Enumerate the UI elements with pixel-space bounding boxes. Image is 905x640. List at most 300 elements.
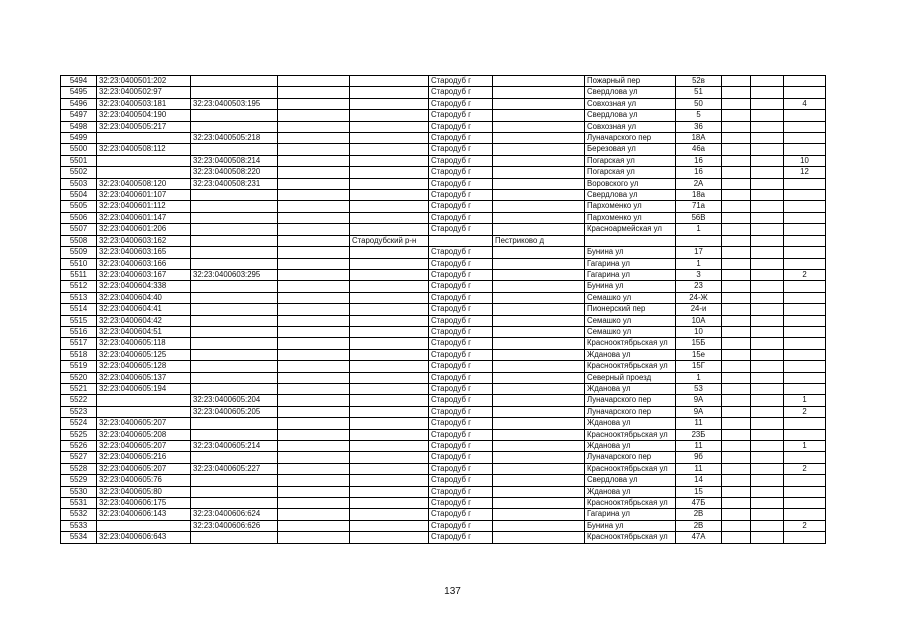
district-cell [350, 224, 429, 235]
apartment-cell [784, 110, 826, 121]
structure-cell [751, 383, 784, 394]
apartment-cell [784, 372, 826, 383]
street-cell: Погарская ул [585, 167, 676, 178]
cadastral-number-cell: 32:23:0400605:125 [97, 349, 191, 360]
parent-cadastral-number-cell: 32:23:0400505:218 [191, 133, 278, 144]
street-cell: Краснооктябрьская ул [585, 463, 676, 474]
empty-col-cell [278, 406, 350, 417]
structure-cell [751, 167, 784, 178]
parent-cadastral-number-cell [191, 349, 278, 360]
empty-col-cell [278, 372, 350, 383]
building-cell [722, 315, 751, 326]
structure-cell [751, 110, 784, 121]
district-cell [350, 463, 429, 474]
cadastral-number-cell [97, 520, 191, 531]
building-cell [722, 121, 751, 132]
cadastral-number-cell: 32:23:0400605:76 [97, 475, 191, 486]
street-cell: Пархоменко ул [585, 201, 676, 212]
apartment-cell [784, 452, 826, 463]
locality-cell [493, 463, 585, 474]
structure-cell [751, 178, 784, 189]
city-cell: Стародуб г [429, 167, 493, 178]
parent-cadastral-number-cell: 32:23:0400605:204 [191, 395, 278, 406]
building-cell [722, 201, 751, 212]
locality-cell [493, 326, 585, 337]
empty-col-cell [278, 87, 350, 98]
table-row [61, 269, 826, 280]
street-cell: Свердлова ул [585, 87, 676, 98]
district-cell [350, 247, 429, 258]
record-number-cell: 5498 [61, 121, 97, 132]
cadastral-number-cell: 32:23:0400601:112 [97, 201, 191, 212]
record-number-cell: 5514 [61, 304, 97, 315]
house-number-cell: 24-и [676, 304, 722, 315]
city-cell: Стародуб г [429, 498, 493, 509]
house-number-cell: 18а [676, 190, 722, 201]
cadastral-number-cell: 32:23:0400604:40 [97, 292, 191, 303]
empty-col-cell [278, 349, 350, 360]
house-number-cell: 51 [676, 87, 722, 98]
parent-cadastral-number-cell [191, 372, 278, 383]
structure-cell [751, 441, 784, 452]
parent-cadastral-number-cell [191, 258, 278, 269]
district-cell [350, 304, 429, 315]
cadastral-number-cell: 32:23:0400601:147 [97, 212, 191, 223]
district-cell [350, 441, 429, 452]
street-cell: Бунина ул [585, 281, 676, 292]
apartment-cell: 10 [784, 155, 826, 166]
apartment-cell [784, 349, 826, 360]
structure-cell [751, 349, 784, 360]
building-cell [722, 520, 751, 531]
cadastral-number-cell: 32:23:0400604:338 [97, 281, 191, 292]
house-number-cell: 2В [676, 520, 722, 531]
district-cell [350, 475, 429, 486]
record-number-cell: 5524 [61, 418, 97, 429]
empty-col-cell [278, 76, 350, 87]
locality-cell [493, 520, 585, 531]
building-cell [722, 247, 751, 258]
table-row [61, 498, 826, 509]
locality-cell [493, 292, 585, 303]
empty-col-cell [278, 190, 350, 201]
street-cell: Семашко ул [585, 292, 676, 303]
parent-cadastral-number-cell: 32:23:0400603:295 [191, 269, 278, 280]
structure-cell [751, 520, 784, 531]
apartment-cell: 2 [784, 520, 826, 531]
empty-col-cell [278, 98, 350, 109]
table-row [61, 372, 826, 383]
building-cell [722, 463, 751, 474]
table-row [61, 121, 826, 132]
empty-col-cell [278, 361, 350, 372]
parent-cadastral-number-cell [191, 212, 278, 223]
table-row [61, 463, 826, 474]
apartment-cell: 2 [784, 269, 826, 280]
table-row [61, 429, 826, 440]
building-cell [722, 110, 751, 121]
locality-cell [493, 178, 585, 189]
house-number-cell: 2В [676, 509, 722, 520]
structure-cell [751, 98, 784, 109]
locality-cell [493, 247, 585, 258]
building-cell [722, 190, 751, 201]
district-cell [350, 349, 429, 360]
table-row [61, 361, 826, 372]
city-cell: Стародуб г [429, 406, 493, 417]
apartment-cell [784, 212, 826, 223]
structure-cell [751, 463, 784, 474]
parent-cadastral-number-cell [191, 247, 278, 258]
empty-col-cell [278, 520, 350, 531]
table-row [61, 486, 826, 497]
district-cell [350, 133, 429, 144]
table-row [61, 326, 826, 337]
record-number-cell: 5529 [61, 475, 97, 486]
district-cell [350, 76, 429, 87]
street-cell: Совхозная ул [585, 121, 676, 132]
city-cell: Стародуб г [429, 372, 493, 383]
district-cell [350, 509, 429, 520]
building-cell [722, 178, 751, 189]
parent-cadastral-number-cell [191, 190, 278, 201]
house-number-cell: 1 [676, 372, 722, 383]
apartment-cell [784, 304, 826, 315]
structure-cell [751, 532, 784, 543]
record-number-cell: 5512 [61, 281, 97, 292]
empty-col-cell [278, 326, 350, 337]
district-cell [350, 292, 429, 303]
locality-cell [493, 167, 585, 178]
parent-cadastral-number-cell [191, 224, 278, 235]
building-cell [722, 224, 751, 235]
table-row [61, 304, 826, 315]
table-body [61, 76, 826, 544]
street-cell: Погарская ул [585, 155, 676, 166]
empty-col-cell [278, 304, 350, 315]
building-cell [722, 509, 751, 520]
locality-cell [493, 155, 585, 166]
locality-cell [493, 315, 585, 326]
cadastral-number-cell: 32:23:0400605:128 [97, 361, 191, 372]
district-cell [350, 361, 429, 372]
street-cell: Луначарского пер [585, 406, 676, 417]
empty-col-cell [278, 258, 350, 269]
record-number-cell: 5530 [61, 486, 97, 497]
empty-col-cell [278, 486, 350, 497]
parent-cadastral-number-cell [191, 87, 278, 98]
city-cell: Стародуб г [429, 98, 493, 109]
city-cell: Стародуб г [429, 281, 493, 292]
building-cell [722, 326, 751, 337]
apartment-cell [784, 486, 826, 497]
record-number-cell: 5508 [61, 235, 97, 246]
structure-cell [751, 372, 784, 383]
table-row [61, 520, 826, 531]
district-cell [350, 372, 429, 383]
record-number-cell: 5515 [61, 315, 97, 326]
table-row [61, 349, 826, 360]
apartment-cell [784, 498, 826, 509]
city-cell: Стародуб г [429, 418, 493, 429]
locality-cell [493, 190, 585, 201]
street-cell: Свердлова ул [585, 110, 676, 121]
street-cell: Жданова ул [585, 418, 676, 429]
record-number-cell: 5528 [61, 463, 97, 474]
record-number-cell: 5504 [61, 190, 97, 201]
table-row [61, 144, 826, 155]
parent-cadastral-number-cell [191, 292, 278, 303]
structure-cell [751, 418, 784, 429]
table-row [61, 281, 826, 292]
parent-cadastral-number-cell: 32:23:0400605:227 [191, 463, 278, 474]
house-number-cell: 71а [676, 201, 722, 212]
record-number-cell: 5527 [61, 452, 97, 463]
structure-cell [751, 212, 784, 223]
locality-cell [493, 486, 585, 497]
structure-cell [751, 486, 784, 497]
apartment-cell [784, 429, 826, 440]
register-table [60, 75, 826, 544]
record-number-cell: 5525 [61, 429, 97, 440]
table-row [61, 452, 826, 463]
house-number-cell: 23Б [676, 429, 722, 440]
structure-cell [751, 235, 784, 246]
city-cell: Стародуб г [429, 212, 493, 223]
cadastral-number-cell [97, 133, 191, 144]
city-cell [429, 235, 493, 246]
structure-cell [751, 155, 784, 166]
apartment-cell [784, 361, 826, 372]
house-number-cell: 1 [676, 224, 722, 235]
building-cell [722, 452, 751, 463]
parent-cadastral-number-cell [191, 304, 278, 315]
structure-cell [751, 190, 784, 201]
empty-col-cell [278, 224, 350, 235]
street-cell: Краснооктябрьская ул [585, 532, 676, 543]
building-cell [722, 167, 751, 178]
cadastral-number-cell: 32:23:0400606:175 [97, 498, 191, 509]
table-row [61, 258, 826, 269]
locality-cell [493, 475, 585, 486]
district-cell [350, 98, 429, 109]
empty-col-cell [278, 338, 350, 349]
parent-cadastral-number-cell: 32:23:0400503:195 [191, 98, 278, 109]
record-number-cell: 5519 [61, 361, 97, 372]
empty-col-cell [278, 532, 350, 543]
locality-cell [493, 452, 585, 463]
parent-cadastral-number-cell: 32:23:0400508:231 [191, 178, 278, 189]
cadastral-number-cell: 32:23:0400603:167 [97, 269, 191, 280]
house-number-cell: 56В [676, 212, 722, 223]
district-cell [350, 520, 429, 531]
empty-col-cell [278, 429, 350, 440]
cadastral-number-cell: 32:23:0400605:194 [97, 383, 191, 394]
street-cell: Гагарина ул [585, 269, 676, 280]
district-cell [350, 406, 429, 417]
district-cell [350, 326, 429, 337]
city-cell: Стародуб г [429, 76, 493, 87]
district-cell [350, 110, 429, 121]
table-row [61, 395, 826, 406]
structure-cell [751, 395, 784, 406]
locality-cell [493, 498, 585, 509]
street-cell: Бунина ул [585, 520, 676, 531]
locality-cell [493, 144, 585, 155]
parent-cadastral-number-cell: 32:23:0400606:626 [191, 520, 278, 531]
locality-cell [493, 361, 585, 372]
empty-col-cell [278, 110, 350, 121]
empty-col-cell [278, 281, 350, 292]
cadastral-number-cell: 32:23:0400603:166 [97, 258, 191, 269]
cadastral-number-cell: 32:23:0400505:217 [97, 121, 191, 132]
locality-cell [493, 429, 585, 440]
house-number-cell: 10 [676, 326, 722, 337]
building-cell [722, 498, 751, 509]
record-number-cell: 5500 [61, 144, 97, 155]
house-number-cell [676, 235, 722, 246]
street-cell: Свердлова ул [585, 475, 676, 486]
city-cell: Стародуб г [429, 429, 493, 440]
apartment-cell [784, 509, 826, 520]
district-cell [350, 383, 429, 394]
building-cell [722, 212, 751, 223]
building-cell [722, 144, 751, 155]
record-number-cell: 5522 [61, 395, 97, 406]
cadastral-number-cell: 32:23:0400605:137 [97, 372, 191, 383]
record-number-cell: 5494 [61, 76, 97, 87]
street-cell: Свердлова ул [585, 190, 676, 201]
building-cell [722, 361, 751, 372]
house-number-cell: 16 [676, 167, 722, 178]
building-cell [722, 155, 751, 166]
street-cell: Луначарского пер [585, 133, 676, 144]
apartment-cell [784, 418, 826, 429]
cadastral-number-cell: 32:23:0400604:51 [97, 326, 191, 337]
empty-col-cell [278, 201, 350, 212]
apartment-cell [784, 383, 826, 394]
apartment-cell [784, 326, 826, 337]
parent-cadastral-number-cell [191, 315, 278, 326]
table-row [61, 247, 826, 258]
record-number-cell: 5533 [61, 520, 97, 531]
locality-cell [493, 304, 585, 315]
district-cell [350, 190, 429, 201]
record-number-cell: 5532 [61, 509, 97, 520]
record-number-cell: 5531 [61, 498, 97, 509]
empty-col-cell [278, 509, 350, 520]
empty-col-cell [278, 463, 350, 474]
apartment-cell [784, 201, 826, 212]
parent-cadastral-number-cell [191, 110, 278, 121]
locality-cell [493, 212, 585, 223]
building-cell [722, 281, 751, 292]
apartment-cell [784, 87, 826, 98]
house-number-cell: 16 [676, 155, 722, 166]
empty-col-cell [278, 269, 350, 280]
parent-cadastral-number-cell [191, 144, 278, 155]
cadastral-number-cell: 32:23:0400601:206 [97, 224, 191, 235]
building-cell [722, 383, 751, 394]
table-row [61, 441, 826, 452]
locality-cell [493, 349, 585, 360]
locality-cell [493, 76, 585, 87]
locality-cell [493, 110, 585, 121]
building-cell [722, 441, 751, 452]
district-cell [350, 155, 429, 166]
locality-cell [493, 269, 585, 280]
record-number-cell: 5511 [61, 269, 97, 280]
parent-cadastral-number-cell [191, 76, 278, 87]
cadastral-number-cell: 32:23:0400502:97 [97, 87, 191, 98]
city-cell: Стародуб г [429, 304, 493, 315]
house-number-cell: 15Б [676, 338, 722, 349]
record-number-cell: 5509 [61, 247, 97, 258]
record-number-cell: 5513 [61, 292, 97, 303]
street-cell: Гагарина ул [585, 258, 676, 269]
cadastral-number-cell: 32:23:0400603:162 [97, 235, 191, 246]
locality-cell [493, 441, 585, 452]
table-row [61, 224, 826, 235]
house-number-cell: 11 [676, 463, 722, 474]
apartment-cell [784, 281, 826, 292]
structure-cell [751, 498, 784, 509]
street-cell: Семашко ул [585, 326, 676, 337]
table-row [61, 155, 826, 166]
locality-cell [493, 87, 585, 98]
apartment-cell [784, 178, 826, 189]
city-cell: Стародуб г [429, 486, 493, 497]
district-cell [350, 486, 429, 497]
house-number-cell: 36 [676, 121, 722, 132]
structure-cell [751, 292, 784, 303]
locality-cell [493, 372, 585, 383]
parent-cadastral-number-cell: 32:23:0400508:214 [191, 155, 278, 166]
house-number-cell: 11 [676, 441, 722, 452]
table-row [61, 418, 826, 429]
structure-cell [751, 76, 784, 87]
building-cell [722, 76, 751, 87]
district-cell [350, 452, 429, 463]
district-cell [350, 429, 429, 440]
parent-cadastral-number-cell [191, 486, 278, 497]
city-cell: Стародуб г [429, 338, 493, 349]
locality-cell: Пестриково д [493, 235, 585, 246]
table-row [61, 509, 826, 520]
locality-cell [493, 224, 585, 235]
structure-cell [751, 315, 784, 326]
record-number-cell: 5521 [61, 383, 97, 394]
city-cell: Стародуб г [429, 463, 493, 474]
house-number-cell: 23 [676, 281, 722, 292]
parent-cadastral-number-cell [191, 338, 278, 349]
district-cell [350, 212, 429, 223]
district-cell [350, 395, 429, 406]
table-row [61, 292, 826, 303]
street-cell: Жданова ул [585, 383, 676, 394]
street-cell: Краснооктябрьская ул [585, 429, 676, 440]
house-number-cell: 46а [676, 144, 722, 155]
parent-cadastral-number-cell [191, 361, 278, 372]
city-cell: Стародуб г [429, 532, 493, 543]
locality-cell [493, 395, 585, 406]
street-cell: Гагарина ул [585, 509, 676, 520]
apartment-cell [784, 235, 826, 246]
building-cell [722, 304, 751, 315]
record-number-cell: 5516 [61, 326, 97, 337]
city-cell: Стародуб г [429, 292, 493, 303]
parent-cadastral-number-cell: 32:23:0400606:624 [191, 509, 278, 520]
